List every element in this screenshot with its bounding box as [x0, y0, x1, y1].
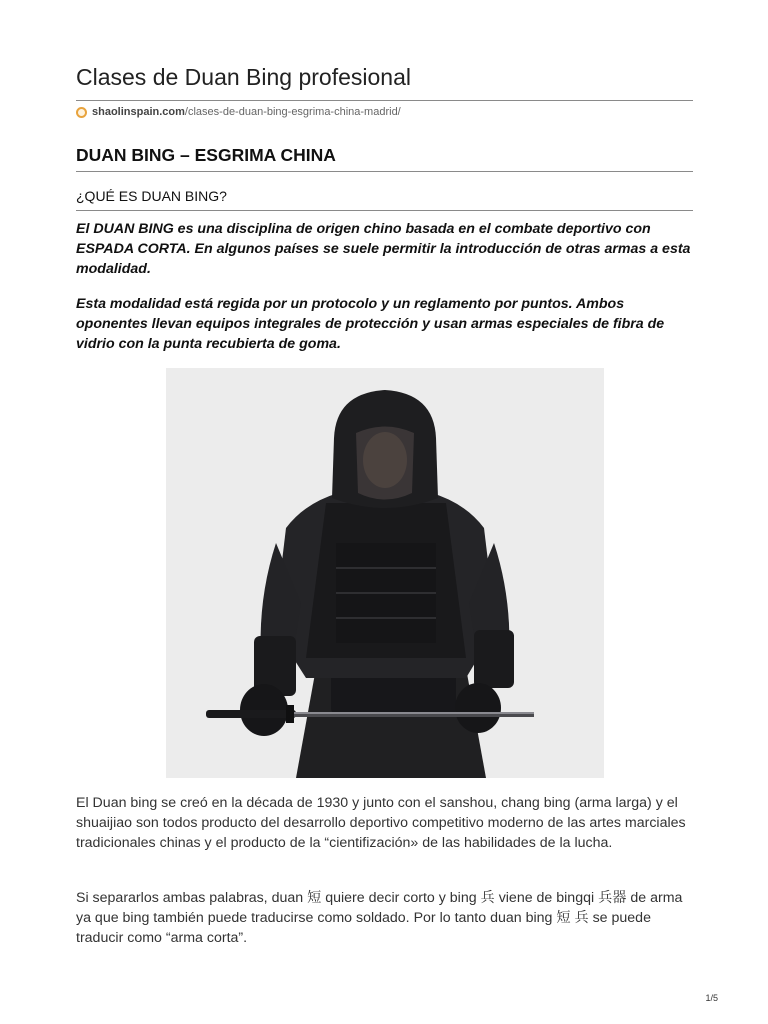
body-paragraph-1: El Duan bing se creó en la década de 1930 y junto con el sanshou, chang bing (arma larga) y el shuaijiao son todos producto del desarrollo deportivo competitivo moderno de las artes marciales tradicionales chinas y el producto de la “cientifización» de las habilidades de la lucha.	[76, 795, 686, 851]
intro-paragraph-1: El DUAN BING es una disciplina de origen chino basada en el combate deportivo con ESPADA CORTA. En algunos países se suele permitir la introducción de otras armas a esta modalidad.	[76, 221, 691, 277]
body-paragraph-2: Si separarlos ambas palabras, duan 短 quiere decir corto y bing 兵 viene de bingqi 兵器 de arma ya que bing también puede traducirse como soldado. Por lo tanto duan bing 短 兵 se puede traducir como “arma corta”.	[76, 890, 683, 946]
page-title: Clases de Duan Bing profesional	[76, 64, 411, 90]
subsection-heading: ¿QUÉ ES DUAN BING?	[76, 188, 227, 204]
page-number: 1/5	[705, 993, 718, 1003]
source-link[interactable]	[76, 106, 401, 118]
site-favicon-icon	[76, 107, 87, 118]
subheading-divider	[76, 210, 693, 211]
section-heading: DUAN BING – ESGRIMA CHINA	[76, 145, 336, 165]
intro-paragraph-2: Esta modalidad está regida por un protocolo y un reglamento por puntos. Ambos oponentes llevan equipos integrales de protección y usan armas especiales de fibra de vidrio con la punta recubierta de goma.	[76, 296, 665, 352]
duan-bing-armor-photo	[166, 368, 604, 778]
source-domain[interactable]: shaolinspain.com	[92, 106, 185, 118]
title-divider	[76, 100, 693, 101]
source-path[interactable]: /clases-de-duan-bing-esgrima-china-madrid/	[184, 106, 401, 118]
heading-divider	[76, 171, 693, 172]
